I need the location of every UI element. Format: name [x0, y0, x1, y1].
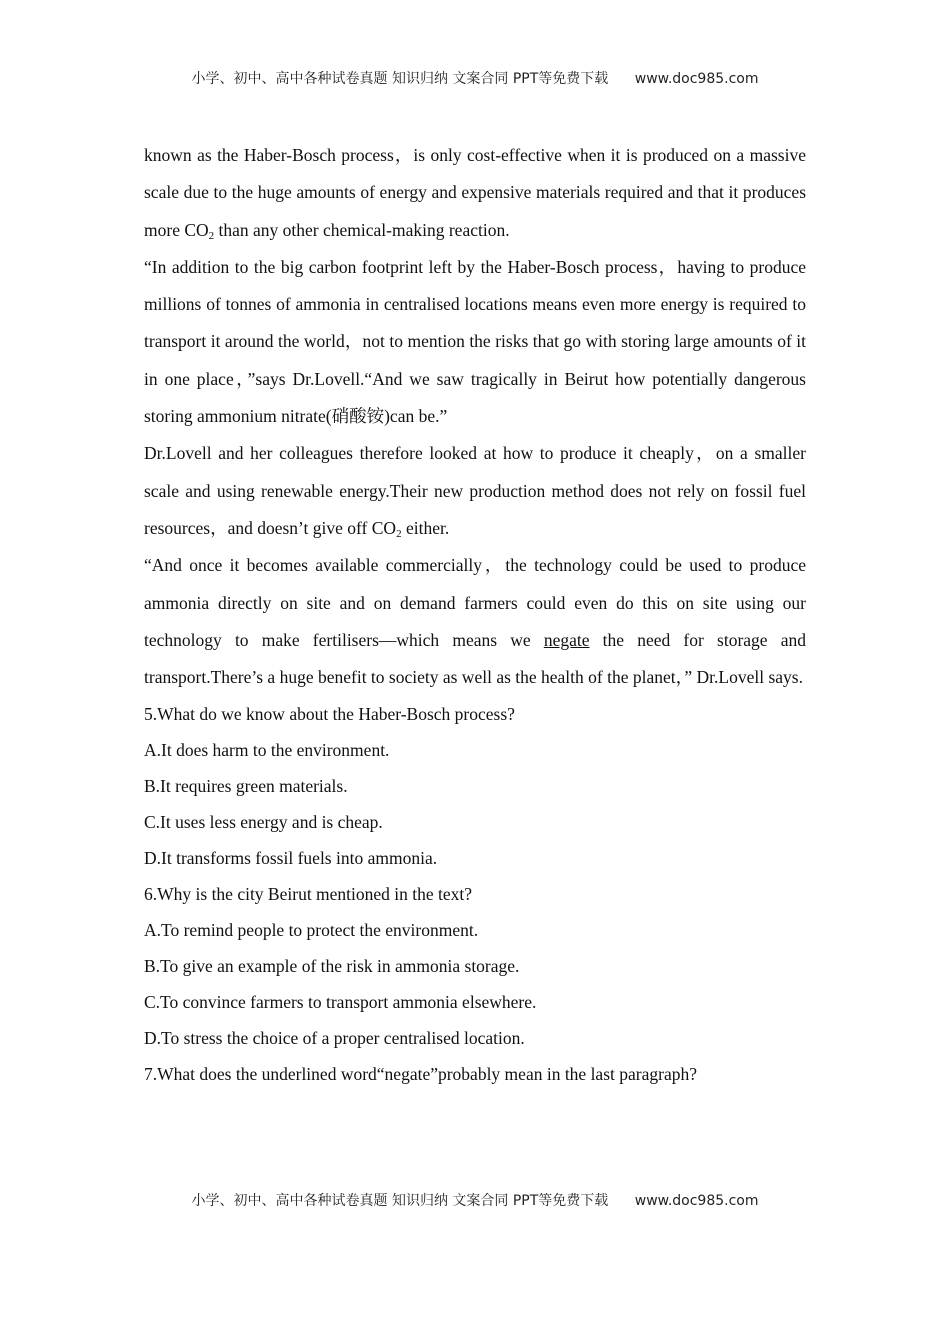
- question-stem: 5.What do we know about the Haber-Bosch process?: [144, 704, 515, 725]
- page-header: [0, 68, 950, 88]
- question-6: [144, 876, 806, 1056]
- header-text: 小学、初中、高中各种试卷真题 知识归纳 文案合同 PPT等免费下载: [191, 71, 609, 87]
- question-stem: 6.Why is the city Beirut mentioned in the text?: [144, 884, 473, 905]
- page-footer: [0, 1190, 950, 1210]
- document-body: [144, 137, 806, 1092]
- option-a: A.It does harm to the environment.: [144, 740, 390, 761]
- header-site-link[interactable]: www.doc985.com: [634, 71, 759, 87]
- option-b: B.To give an example of the risk in ammonia storage.: [144, 956, 520, 977]
- option-d: D.To stress the choice of a proper centralised location.: [144, 1028, 525, 1049]
- footer-site-link[interactable]: www.doc985.com: [634, 1193, 759, 1209]
- passage-paragraph-4: “And once it becomes available commercially，the technology could be used to produce ammonia directly on site and on demand farmers could even do this on site using our technology to make fertilisers—which means we negate the need for storage and transport.There’s a huge benefit to society as well as the health of the planet，” Dr.Lovell says.: [144, 555, 807, 688]
- option-c: C.To convince farmers to transport ammonia elsewhere.: [144, 992, 537, 1013]
- passage-paragraph-1: known as the Haber-Bosch process，is only cost-effective when it is produced on a massive scale due to the huge amounts of energy and expensive materials required and that it produces more $CO_2$ than any other chemical-making reaction.: [144, 145, 806, 242]
- option-d: D.It transforms fossil fuels into ammonia.: [144, 848, 438, 869]
- option-b: B.It requires green materials.: [144, 776, 348, 797]
- option-a: A.To remind people to protect the environment.: [144, 920, 479, 941]
- passage-paragraph-2: “In addition to the big carbon footprint left by the Haber-Bosch process，having to produce millions of tonnes of ammonia in centralised locations means even more energy is required to transport it around the world，not to mention the risks that go with storing large amounts of it in one place，”says Dr.Lovell.“And we saw tragically in Beirut how potentially dangerous storing ammonium nitrate(硝酸铵)can be.”: [144, 256, 806, 427]
- question-5: [144, 696, 806, 876]
- question-7: [144, 1056, 806, 1092]
- question-stem: 7.What does the underlined word“negate”probably mean in the last paragraph?: [144, 1064, 697, 1085]
- option-c: C.It uses less energy and is cheap.: [144, 812, 383, 833]
- underlined-word: negate: [543, 629, 590, 650]
- footer-text: 小学、初中、高中各种试卷真题 知识归纳 文案合同 PPT等免费下载: [191, 1193, 609, 1209]
- passage-paragraph-3: Dr.Lovell and her colleagues therefore looked at how to produce it cheaply，on a smaller scale and using renewable energy.Their new production method does not rely on fossil fuel resources，and doesn’t give off $CO_2$ either.: [144, 443, 806, 540]
